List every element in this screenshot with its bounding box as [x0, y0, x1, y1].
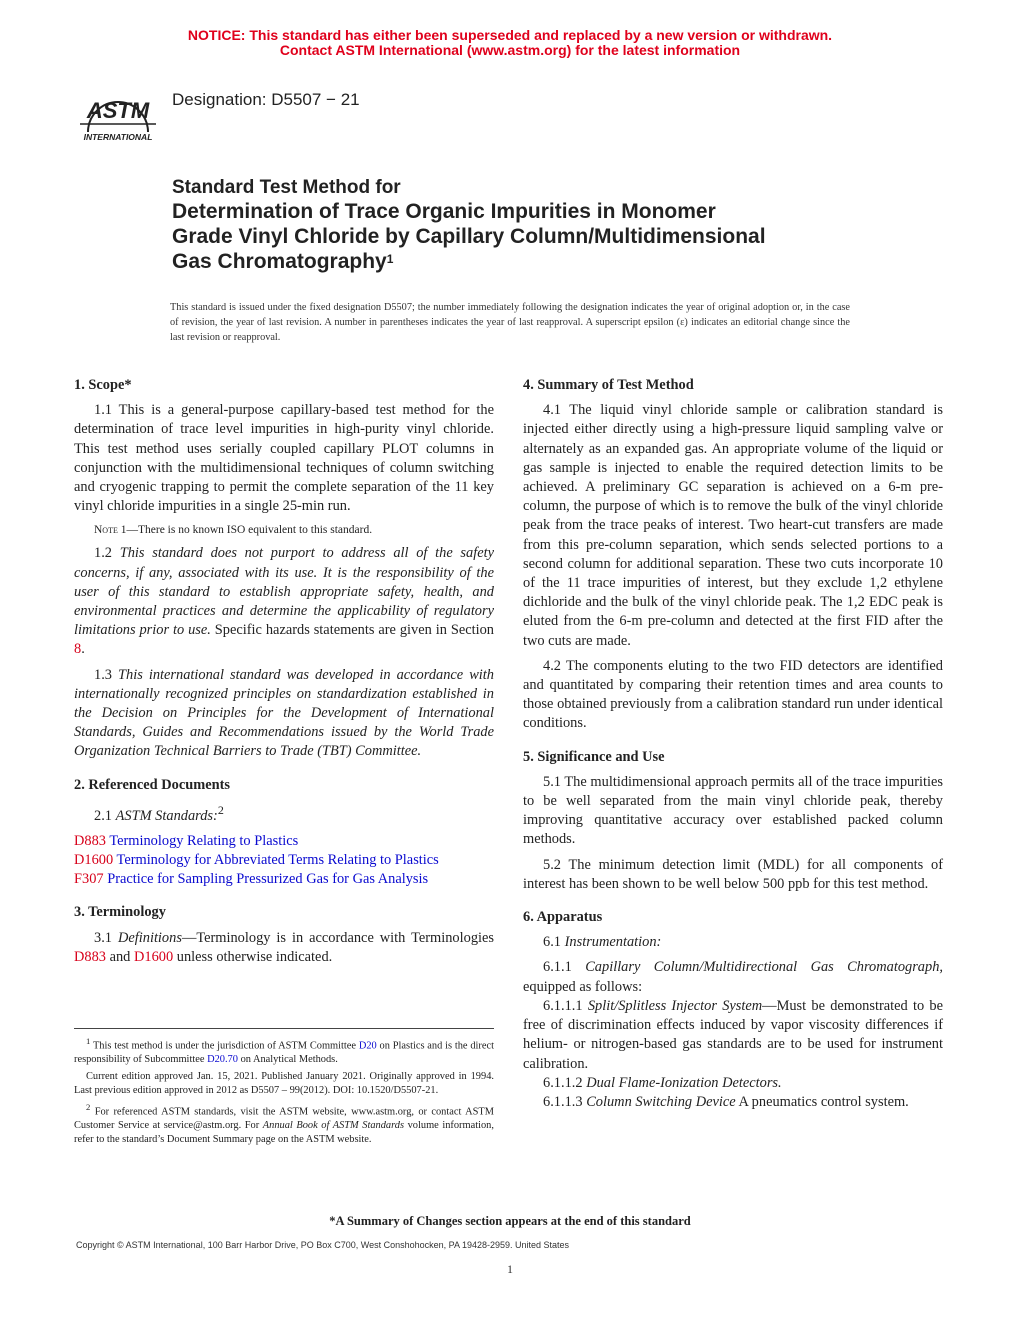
astm-logo: [74, 74, 162, 144]
para-6-1-1-3-num: 6.1.1.3: [543, 1093, 583, 1110]
summary-of-changes-note: *A Summary of Changes section appears at the end of this standard: [329, 1214, 691, 1228]
ref-f307-title[interactable]: Practice for Sampling Pressurized Gas for Gas Analysis: [107, 871, 429, 888]
section-1-heading: 1. Scope*: [74, 377, 132, 393]
para-1-3-italic: This international standard was developed in accordance with internationally recognized principles on standardization established in the Decision on Principles for the Development of International Standards, Guides and Recommendations issued by the World Trade Organization Technical Barriers to Trade (TBT) Committee.: [74, 666, 494, 760]
para-6-1-1-italic: Capillary Column/Multidirectional Gas Chromatograph,: [585, 959, 943, 976]
para-6-1-1-2-italic: Dual Flame-Ionization Detectors.: [586, 1074, 782, 1091]
term-d883-link[interactable]: D883: [74, 948, 106, 965]
para-1-2-plain: Specific hazards statements are given in Section: [214, 622, 494, 639]
page-number: 1: [507, 1262, 513, 1276]
title-line-1: Determination of Trace Organic Impurities in Monomer: [172, 200, 716, 223]
para-6-1-1-3-italic: Column Switching Device: [586, 1093, 736, 1110]
section-8-link[interactable]: 8: [74, 641, 82, 658]
section-5-heading: 5. Significance and Use: [523, 748, 665, 765]
footnote-1-text-b: on Plastics and is the direct responsibility of Subcommittee: [74, 1040, 494, 1066]
para-1-2: [74, 544, 494, 659]
para-4-2: 4.2 The components eluting to the two FID detectors are identified and quantitated by comparing their retention times and area counts to those obtained previously from a calibration standard run under identical conditions.: [523, 657, 943, 732]
para-6-1-1: [523, 958, 943, 996]
committee-d20-link[interactable]: D20: [358, 1040, 377, 1052]
footnote-1-text-c: on Analytical Methods.: [240, 1054, 338, 1066]
footnote-1-mark: 1: [86, 1036, 91, 1046]
para-1-3-num: 1.3: [94, 666, 112, 683]
para-1-2-num: 1.2: [94, 545, 112, 562]
footnote-2-text-b: volume information, refer to the standard’s Document Summary page on the ASTM website.: [74, 1119, 494, 1145]
notice-line-2: Contact ASTM International (www.astm.org) for the latest information: [279, 42, 741, 58]
term-d1600-link[interactable]: D1600: [133, 948, 174, 965]
para-6-1-1-1-plain: —Must be demonstrated to be free of discrimination effects induced by vapor viscosity differences if helium- or nitrogen-based gas standards are to be used for instrument calibration.: [523, 997, 943, 1072]
ref-d883-code[interactable]: D883: [74, 832, 106, 849]
footnote-1-edition: Current edition approved Jan. 15, 2021. Published January 2021. Originally approved in 1994. Last previous edition approved in 2012 as D5507 – 99(2012). DOI: 10.1520/D5507-21.: [74, 1071, 494, 1096]
para-2-1: [74, 801, 494, 826]
para-1-1: 1.1 This is a general-purpose capillary-based test method for the determination of trace level impurities in high-purity vinyl chloride. This test method uses serially coupled capillary PLOT columns in conjunction with the multidimensional techniques of column switching and cryogenic trapping to permit the complete separation of the 11 key vinyl chloride impurities in a single 25-min run.: [74, 402, 494, 515]
note-1: [74, 522, 494, 538]
ref-f307[interactable]: [74, 870, 494, 889]
note-1-text: —There is no known ISO equivalent to this standard.: [126, 524, 373, 537]
footnote-2-text-a: For referenced ASTM standards, visit the ASTM website, www.astm.org, or contact ASTM Customer Service at service@astm.org. For: [74, 1106, 494, 1131]
title-footnote-mark[interactable]: 1: [386, 252, 394, 266]
para-1-2-end: .: [81, 641, 85, 658]
para-6-1-italic: Instrumentation:: [564, 934, 662, 951]
para-4-1: 4.1 The liquid vinyl chloride sample or calibration standard is injected either directly using a high-pressure liquid sampling valve or alternately as an expanded gas. An appropriate volume of the liquid or gas sample is injected to enable the required detection limits to be achieved. A preliminary GC separation is achieved on a 6-m pre-column, the purpose of which is to remove the bulk of the vinyl chloride peak from the trace peaks of interest. Two heart-cut transfers are made from this pre-column separation, which sends selected portions to a second column for additional separation. These two cuts incorporate 10 of the 11 trace impurities of interest, but they exclude 1,2 ethylene dichloride and the bulk of the vinyl chloride peak. The 1,2 EDC peak is eluted from the 6-m pre-column and detected at the first FID after the two cuts are made.: [523, 402, 943, 649]
notice-line-1: NOTICE: This standard has either been superseded and replaced by a new version or withdrawn.: [187, 27, 833, 43]
para-2-1-italic: ASTM Standards:: [115, 807, 218, 824]
issued-statement: This standard is issued under the fixed designation D5507; the number immediately following the designation indicates the year of original adoption or, in the case of revision, the year of last revision. A number in parentheses indicates the year of last reapproval. A superscript epsilon (ε) indicates an editorial change since the last revision or reapproval.: [170, 302, 850, 343]
para-3-1-text: —Terminology is in accordance with Terminologies: [181, 929, 494, 946]
para-6-1-num: 6.1: [543, 934, 561, 951]
ref-d883[interactable]: [74, 832, 494, 851]
para-6-1-1-1: [523, 997, 943, 1074]
footnote-1-text-a: This test method is under the jurisdiction of ASTM Committee: [92, 1040, 357, 1052]
footnote-1: [74, 1035, 494, 1067]
para-3-1-num: 3.1: [94, 929, 112, 946]
para-6-1-1-3: [523, 1093, 943, 1112]
para-3-1-end: unless otherwise indicated.: [176, 948, 333, 965]
title-block: [172, 176, 872, 274]
section-2-heading: 2. Referenced Documents: [74, 776, 230, 793]
subcommittee-d20-70-link[interactable]: D20.70: [207, 1054, 238, 1066]
para-1-3: [74, 666, 494, 762]
note-1-label: Note 1: [94, 524, 127, 537]
title-line-2: Grade Vinyl Chloride by Capillary Column/Multidimensional: [172, 225, 766, 248]
copyright-line: Copyright © ASTM International, 100 Barr Harbor Drive, PO Box C700, West Conshohocken, PA 19428-2959. United States: [76, 1240, 570, 1250]
ref-d1600-title[interactable]: Terminology for Abbreviated Terms Relating to Plastics: [116, 852, 439, 869]
logo-letters: ASTM: [86, 98, 150, 123]
footnote-2-italic: Annual Book of ASTM Standards: [262, 1119, 405, 1131]
left-column: [74, 376, 494, 973]
para-6-1-1-3-plain: A pneumatics control system.: [738, 1093, 909, 1110]
logo-subtext: INTERNATIONAL: [83, 132, 153, 142]
notice-banner: [0, 28, 1020, 58]
para-6-1-1-2-num: 6.1.1.2: [543, 1074, 583, 1091]
section-4-heading: 4. Summary of Test Method: [523, 377, 694, 393]
section-6-heading: 6. Apparatus: [523, 909, 603, 926]
footnote-2-mark[interactable]: 2: [217, 802, 224, 817]
section-3-heading: 3. Terminology: [74, 904, 166, 921]
para-1-2-italic: This standard does not purport to address all of the safety concerns, if any, associated with its use. It is the responsibility of the user of this standard to establish appropriate safety, health, and environmental practices and determine the applicability of regulatory limitations prior to use.: [74, 545, 494, 639]
para-6-1-1-1-num: 6.1.1.1: [543, 997, 583, 1014]
para-3-1-italic: Definitions: [117, 929, 182, 946]
para-2-1-num: 2.1: [94, 807, 112, 824]
para-6-1: [523, 933, 943, 952]
title-line-3: [172, 249, 872, 274]
para-3-1-and: and: [109, 948, 131, 965]
footnote-2: [74, 1101, 494, 1147]
title-line-3-text: Gas Chromatography: [172, 250, 387, 273]
para-6-1-1-plain: equipped as follows:: [523, 978, 643, 995]
para-3-1: [74, 929, 494, 967]
ref-d883-title[interactable]: Terminology Relating to Plastics: [109, 832, 299, 849]
ref-d1600[interactable]: [74, 851, 494, 870]
para-6-1-1-2: [523, 1074, 943, 1093]
footnotes: [74, 1028, 494, 1150]
para-5-1: 5.1 The multidimensional approach permits all of the trace impurities to be well separated from the main vinyl chloride peak, thereby improving quantitative accuracy over established packed column methods.: [523, 773, 943, 848]
ref-f307-code[interactable]: F307: [74, 871, 104, 888]
para-6-1-1-num: 6.1.1: [543, 959, 572, 976]
designation: Designation: D5507 − 21: [172, 90, 360, 109]
ref-d1600-code[interactable]: D1600: [74, 852, 114, 869]
para-6-1-1-1-italic: Split/Splitless Injector System: [587, 997, 763, 1014]
right-column: [523, 376, 943, 1118]
footnote-2-sup: 2: [86, 1101, 91, 1112]
title-prefix: Standard Test Method for: [172, 177, 401, 198]
para-5-2: 5.2 The minimum detection limit (MDL) for all components of interest has been shown to be well below 500 ppb for this test method.: [523, 856, 943, 892]
